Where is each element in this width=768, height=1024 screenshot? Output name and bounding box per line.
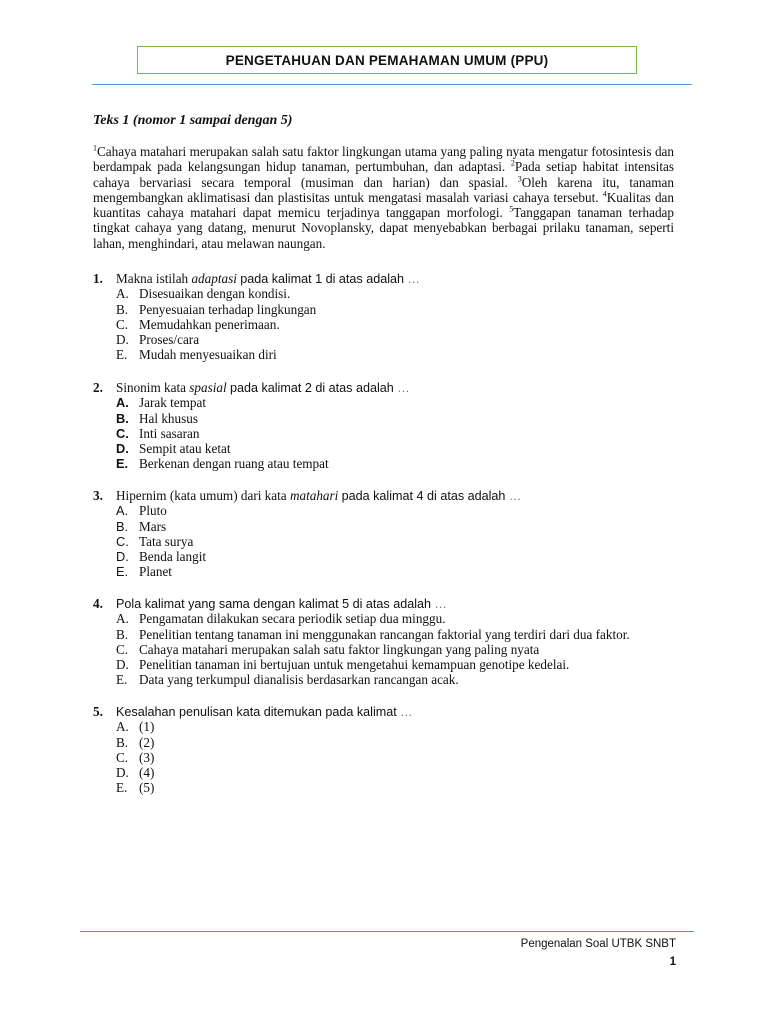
option-letter: C.	[116, 641, 129, 657]
sentence-number: 5	[509, 204, 514, 214]
page-footer	[521, 935, 676, 971]
option-text: Memudahkan penerimaan.	[139, 316, 280, 332]
stem-ellipsis: …	[397, 381, 410, 395]
stem-term: spasial	[189, 380, 227, 395]
option-letter: C.	[116, 425, 129, 441]
option-text: Data yang terkumpul dianalisis berdasarkan rancangan acak.	[139, 672, 459, 688]
option-letter: A.	[116, 395, 129, 411]
answer-option[interactable]	[93, 395, 693, 410]
option-letter: A.	[116, 611, 129, 627]
stem-text: pada kalimat 4 di atas adalah	[341, 489, 506, 503]
answer-option[interactable]	[93, 564, 693, 579]
answer-option[interactable]	[93, 411, 693, 426]
stem-term: matahari	[289, 488, 339, 503]
passage-title: Teks 1 (nomor 1 sampai dengan 5)	[93, 113, 293, 128]
option-text: Mudah menyesuaikan diri	[139, 347, 277, 363]
passage-body	[93, 144, 674, 251]
stem-ellipsis: …	[407, 272, 420, 286]
option-letter: D.	[116, 549, 129, 565]
answer-option[interactable]	[93, 611, 693, 626]
option-letter: B.	[116, 410, 129, 426]
stem-text: pada kalimat 1 di atas adalah	[240, 272, 405, 286]
header-divider	[92, 84, 692, 85]
answer-option[interactable]	[93, 780, 693, 795]
question-3	[93, 488, 693, 580]
sentence-number: 3	[517, 174, 522, 184]
answer-option[interactable]	[93, 302, 693, 317]
question-number: 3.	[93, 488, 103, 503]
answer-option[interactable]	[93, 765, 693, 780]
answer-option[interactable]	[93, 503, 693, 518]
option-letter: C.	[116, 533, 129, 549]
question-stem	[93, 271, 693, 286]
option-text: Berkenan dengan ruang atau tempat	[139, 456, 329, 472]
answer-option[interactable]	[93, 534, 693, 549]
question-stem	[93, 488, 693, 503]
stem-ellipsis: …	[434, 597, 447, 611]
option-text: Cahaya matahari merupakan salah satu faktor lingkungan yang paling nyata	[139, 641, 540, 657]
answer-option[interactable]	[93, 441, 693, 456]
option-letter: B.	[116, 734, 129, 750]
answer-option[interactable]	[93, 549, 693, 564]
option-letter: D.	[116, 657, 129, 673]
question-stem	[93, 704, 693, 719]
option-letter: D.	[116, 332, 129, 348]
option-letter: E.	[116, 347, 128, 363]
option-letter: C.	[116, 749, 129, 765]
option-text: Penelitian tanaman ini bertujuan untuk mengetahui kemampuan genotipe kedelai.	[139, 657, 570, 673]
answer-option[interactable]	[93, 456, 693, 471]
sentence-number: 2	[510, 158, 515, 168]
passage-sentence: Oleh karena itu, tanaman mengembangkan aklimatisasi dan plastisitas untuk mengatasi masalah variasi cahaya tersebut.	[93, 174, 674, 205]
stem-term: adaptasi	[191, 271, 237, 286]
sentence-number: 1	[93, 143, 97, 153]
option-letter: E.	[116, 564, 129, 580]
stem-text: Hipernim (kata umum) dari kata	[116, 488, 287, 503]
answer-option[interactable]	[93, 657, 693, 672]
option-letter: D.	[116, 765, 129, 781]
answer-option[interactable]	[93, 719, 693, 734]
stem-text: Pola kalimat yang sama dengan kalimat 5 di atas adalah	[116, 597, 432, 611]
question-number: 5.	[93, 704, 103, 719]
answer-option[interactable]	[93, 627, 693, 642]
option-text: Proses/cara	[139, 332, 200, 348]
stem-ellipsis: …	[400, 705, 413, 719]
passage-sentence: Kualitas dan kuantitas cahaya matahari dapat memicu terjadinya tanggapan morfologi.	[93, 189, 674, 221]
question-5	[93, 704, 693, 796]
answer-option[interactable]	[93, 426, 693, 441]
question-stem	[93, 380, 693, 395]
option-text: (3)	[139, 749, 155, 765]
question-1	[93, 271, 693, 363]
option-text: Disesuaikan dengan kondisi.	[139, 286, 291, 302]
answer-option[interactable]	[93, 347, 693, 362]
stem-text: Sinonim kata	[116, 380, 186, 395]
answer-option[interactable]	[93, 519, 693, 534]
passage-sentence: Pada setiap habitat intensitas cahaya bervariasi secara temporal (musiman dan harian) dan spasial.	[93, 159, 674, 190]
option-letter: A.	[116, 286, 129, 302]
option-letter: E.	[116, 456, 129, 472]
option-text: Tata surya	[139, 533, 194, 549]
option-text: Planet	[139, 564, 172, 580]
option-text: Inti sasaran	[139, 425, 200, 441]
option-letter: A.	[116, 503, 129, 519]
question-4	[93, 596, 693, 688]
option-letter: B.	[116, 626, 129, 642]
option-text: (5)	[139, 780, 155, 796]
option-text: (4)	[139, 765, 155, 781]
option-text: Mars	[139, 518, 167, 534]
option-letter: E.	[116, 672, 128, 688]
footer-divider	[80, 931, 694, 932]
stem-text: Kesalahan penulisan kata ditemukan pada kalimat	[116, 705, 397, 719]
answer-option[interactable]	[93, 750, 693, 765]
option-text: Penelitian tentang tanaman ini menggunakan rancangan faktorial yang terdiri dari dua faktor.	[139, 626, 630, 642]
answer-option[interactable]	[93, 735, 693, 750]
page-header-title: PENGETAHUAN DAN PEMAHAMAN UMUM (PPU)	[137, 46, 637, 74]
answer-option[interactable]	[93, 642, 693, 657]
option-letter: B.	[116, 301, 129, 317]
option-text: Pluto	[139, 503, 167, 519]
option-text: Hal khusus	[139, 410, 198, 426]
option-text: (1)	[139, 719, 155, 735]
answer-option[interactable]	[93, 317, 693, 332]
stem-text: pada kalimat 2 di atas adalah	[229, 381, 394, 395]
passage-sentence: Cahaya matahari merupakan salah satu faktor lingkungan utama yang paling nyata mengatur fotosintesis dan berdampak pada kelangsungan hidup tanaman, pertumbuhan, dan adaptasi.	[93, 144, 674, 175]
option-letter: D.	[116, 441, 129, 457]
sentence-number: 4	[602, 189, 607, 199]
answer-option[interactable]	[93, 672, 693, 687]
passage-sentence: Tanggapan tanaman terhadap tingkat cahaya yang datang, menurut Novoplansky, dapat menyebabkan berbagai prilaku tanaman, seperti lahan, menghindari, atau melawan naungan.	[93, 205, 675, 251]
option-letter: B.	[116, 518, 129, 534]
question-2	[93, 380, 693, 472]
option-text: (2)	[139, 734, 155, 750]
answer-option[interactable]	[93, 332, 693, 347]
option-letter: E.	[116, 780, 128, 796]
option-text: Jarak tempat	[139, 395, 207, 411]
stem-text: Makna istilah	[116, 271, 189, 286]
page-number: 1	[669, 956, 676, 968]
option-letter: A.	[116, 719, 129, 735]
question-number: 1.	[93, 271, 103, 286]
option-text: Sempit atau ketat	[139, 441, 231, 457]
option-letter: C.	[116, 316, 129, 332]
option-text: Pengamatan dilakukan secara periodik setiap dua minggu.	[139, 611, 446, 627]
question-stem	[93, 596, 693, 611]
question-number: 2.	[93, 380, 103, 395]
option-text: Benda langit	[139, 549, 207, 565]
stem-ellipsis: …	[508, 489, 522, 503]
answer-option[interactable]	[93, 286, 693, 301]
option-text: Penyesuaian terhadap lingkungan	[139, 301, 317, 317]
footer-label: Pengenalan Soal UTBK SNBT	[520, 938, 676, 950]
question-number: 4.	[93, 596, 103, 611]
